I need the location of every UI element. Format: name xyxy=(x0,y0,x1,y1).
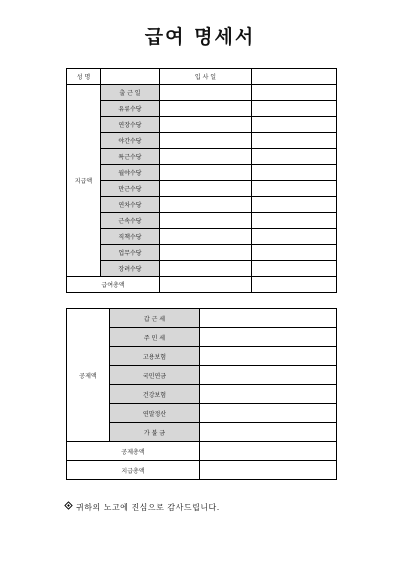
payment-row xyxy=(67,245,337,261)
payment-amount-cell[interactable] xyxy=(160,213,252,229)
payment-remark-cell[interactable] xyxy=(252,101,337,117)
name-value-cell[interactable] xyxy=(101,69,160,85)
deduction-amount-cell[interactable] xyxy=(200,366,337,385)
name-label: 성 명 xyxy=(67,69,101,85)
deduction-amount-cell[interactable] xyxy=(200,404,337,423)
payment-row xyxy=(67,101,337,117)
payment-remark-cell[interactable] xyxy=(252,229,337,245)
deduction-item-label: 연말정산 xyxy=(110,404,200,423)
payment-amount-cell[interactable] xyxy=(160,165,252,181)
payment-amount-cell[interactable] xyxy=(160,149,252,165)
page-title: 급여 명세서 xyxy=(144,26,256,48)
payment-item-label: 야간수당 xyxy=(101,133,160,149)
payment-item-label: 특근수당 xyxy=(101,149,160,165)
footer-message: 귀하의 노고에 진심으로 감사드립니다. xyxy=(76,503,220,512)
payment-remark-cell[interactable] xyxy=(252,133,337,149)
payment-row xyxy=(67,229,337,245)
payment-remark-cell[interactable] xyxy=(252,149,337,165)
payment-amount-cell[interactable] xyxy=(160,245,252,261)
payment-amount-cell[interactable] xyxy=(160,197,252,213)
deduction-group-label: 공제액 xyxy=(67,309,110,442)
payment-row xyxy=(67,165,337,181)
payment-row xyxy=(67,213,337,229)
net-pay-total-label: 지급총액 xyxy=(67,461,200,480)
payment-item-label: 연차수당 xyxy=(101,197,160,213)
net-pay-total-amount-cell[interactable] xyxy=(200,461,337,480)
payment-amount-cell[interactable] xyxy=(160,181,252,197)
payment-row xyxy=(67,261,337,277)
deduction-amount-cell[interactable] xyxy=(200,385,337,404)
deduction-table xyxy=(66,308,337,480)
diamond-icon xyxy=(64,501,73,512)
deduction-amount-cell[interactable] xyxy=(200,309,337,328)
payment-remark-cell[interactable] xyxy=(252,117,337,133)
payment-amount-cell[interactable] xyxy=(160,85,252,101)
deduction-amount-cell[interactable] xyxy=(200,423,337,442)
join-date-value-cell[interactable] xyxy=(252,69,337,85)
deduction-item-label: 주 민 세 xyxy=(110,328,200,347)
payment-item-label: 근속수당 xyxy=(101,213,160,229)
deduction-item-label: 갑 근 세 xyxy=(110,309,200,328)
payment-remark-cell[interactable] xyxy=(252,165,337,181)
deduction-amount-cell[interactable] xyxy=(200,328,337,347)
payment-row xyxy=(67,85,337,101)
payment-item-label: 업무수당 xyxy=(101,245,160,261)
payment-amount-cell[interactable] xyxy=(160,133,252,149)
join-date-label: 입 사 일 xyxy=(160,69,252,85)
payment-table xyxy=(66,68,337,293)
deduction-row xyxy=(67,309,337,328)
deduction-total-amount-cell[interactable] xyxy=(200,442,337,461)
payment-total-amount-cell[interactable] xyxy=(160,277,252,293)
payment-amount-cell[interactable] xyxy=(160,261,252,277)
payment-item-label: 유류수당 xyxy=(101,101,160,117)
payment-group-label: 지급액 xyxy=(67,85,101,277)
payment-item-label: 출 근 일 xyxy=(101,85,160,101)
net-pay-total-row xyxy=(67,461,337,480)
deduction-item-label: 건강보험 xyxy=(110,385,200,404)
payment-row xyxy=(67,181,337,197)
deduction-item-label: 고용보험 xyxy=(110,347,200,366)
payment-amount-cell[interactable] xyxy=(160,101,252,117)
payment-row xyxy=(67,197,337,213)
payment-remark-cell[interactable] xyxy=(252,181,337,197)
payment-item-label: 직책수당 xyxy=(101,229,160,245)
header-row xyxy=(67,69,337,85)
deduction-total-row xyxy=(67,442,337,461)
payment-item-label: 월야수당 xyxy=(101,165,160,181)
payment-total-label: 급여총액 xyxy=(67,277,160,293)
payment-item-label: 연장수당 xyxy=(101,117,160,133)
deduction-total-label: 공제총액 xyxy=(67,442,200,461)
payment-item-label: 만근수당 xyxy=(101,181,160,197)
payment-amount-cell[interactable] xyxy=(160,229,252,245)
deduction-amount-cell[interactable] xyxy=(200,347,337,366)
deduction-item-label: 국민연금 xyxy=(110,366,200,385)
payment-remark-cell[interactable] xyxy=(252,197,337,213)
payment-item-label: 장려수당 xyxy=(101,261,160,277)
payment-remark-cell[interactable] xyxy=(252,245,337,261)
deduction-item-label: 가 불 금 xyxy=(110,423,200,442)
payment-remark-cell[interactable] xyxy=(252,85,337,101)
payment-row xyxy=(67,149,337,165)
payment-row xyxy=(67,117,337,133)
payment-row xyxy=(67,133,337,149)
payment-amount-cell[interactable] xyxy=(160,117,252,133)
payment-total-remark-cell[interactable] xyxy=(252,277,337,293)
footer-note xyxy=(64,501,220,513)
payment-remark-cell[interactable] xyxy=(252,261,337,277)
payment-total-row xyxy=(67,277,337,293)
payment-remark-cell[interactable] xyxy=(252,213,337,229)
